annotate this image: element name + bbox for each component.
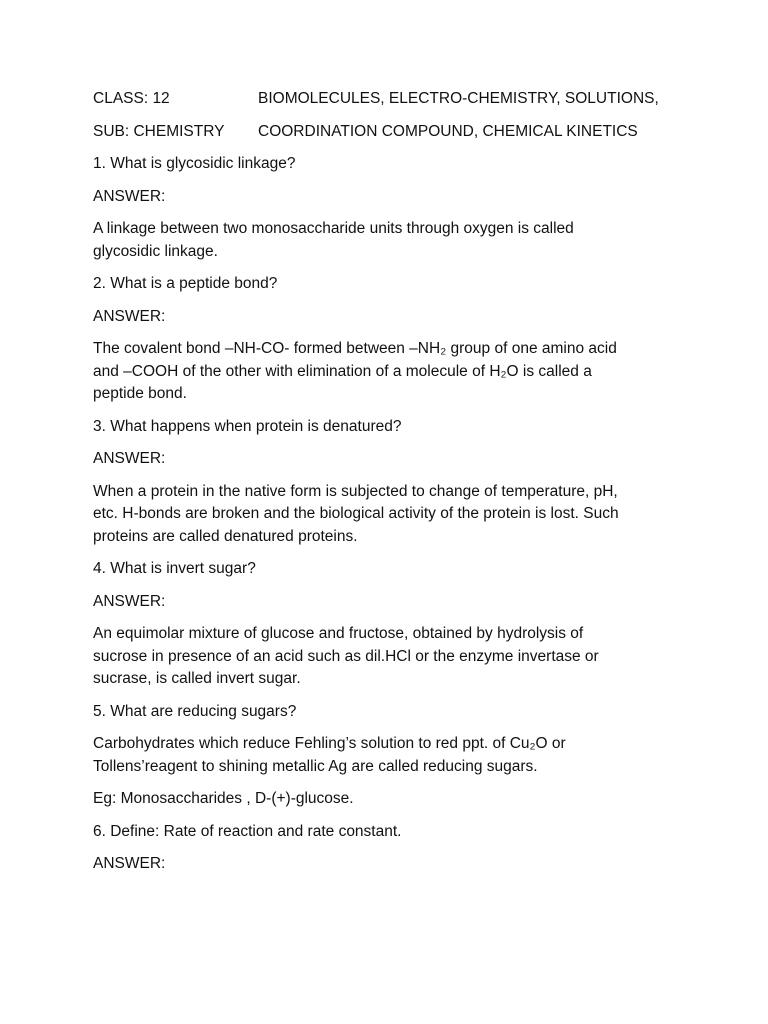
text-line: Tollens’reagent to shining metallic Ag are called reducing sugars. bbox=[93, 757, 538, 775]
text-line: and –COOH of the other with elimination of a molecule of H₂O is called a bbox=[93, 362, 592, 380]
text-line: glycosidic linkage. bbox=[93, 242, 218, 260]
text-line: 2. What is a peptide bond? bbox=[93, 275, 278, 292]
answer-label-6 bbox=[93, 853, 683, 876]
text-line: A linkage between two monosaccharide units through oxygen is called bbox=[93, 220, 574, 237]
subject-label: SUB: CHEMISTRY bbox=[93, 122, 225, 140]
text-line: ANSWER: bbox=[93, 450, 166, 467]
question-4 bbox=[93, 558, 683, 581]
text-line: 3. What happens when protein is denatured? bbox=[93, 417, 402, 435]
text-line: ANSWER: bbox=[93, 307, 166, 325]
text-line: Eg: Monosaccharides , D-(+)-glucose. bbox=[93, 790, 354, 807]
text-line: The covalent bond –NH-CO- formed between –NH₂ group of one amino acid bbox=[93, 340, 617, 357]
class-label: CLASS: 12 bbox=[93, 90, 170, 107]
question-6 bbox=[93, 821, 683, 844]
answer-1 bbox=[93, 218, 683, 263]
text-line: 4. What is invert sugar? bbox=[93, 560, 256, 577]
question-2 bbox=[93, 273, 683, 296]
text-line: 5. What are reducing sugars? bbox=[93, 702, 297, 720]
answer-5 bbox=[93, 733, 683, 778]
answer-2 bbox=[93, 338, 683, 406]
text-line: An equimolar mixture of glucose and fructose, obtained by hydrolysis of bbox=[93, 625, 584, 642]
text-line: ANSWER: bbox=[93, 855, 166, 872]
text-line: sucrase, is called invert sugar. bbox=[93, 670, 301, 687]
answer-4 bbox=[93, 623, 683, 691]
topics-line-1: BIOMOLECULES, ELECTRO-CHEMISTRY, SOLUTIONS, bbox=[258, 90, 659, 107]
answer-label-3 bbox=[93, 448, 683, 471]
answer-label-4 bbox=[93, 591, 683, 614]
answer-label-1 bbox=[93, 186, 683, 209]
example-5 bbox=[93, 788, 683, 811]
text-line: peptide bond. bbox=[93, 385, 187, 402]
text-line: Carbohydrates which reduce Fehling’s solution to red ppt. of Cu₂O or bbox=[93, 735, 566, 752]
text-line: sucrose in presence of an acid such as dil.HCl or the enzyme invertase or bbox=[93, 647, 599, 665]
question-5 bbox=[93, 701, 683, 724]
topics-line-2: COORDINATION COMPOUND, CHEMICAL KINETICS bbox=[258, 122, 638, 140]
answer-label-2 bbox=[93, 306, 683, 329]
qa-content bbox=[93, 153, 683, 876]
header-row-1 bbox=[93, 88, 683, 111]
text-line: ANSWER: bbox=[93, 592, 166, 610]
document-page bbox=[93, 88, 683, 886]
text-line: 6. Define: Rate of reaction and rate constant. bbox=[93, 822, 402, 840]
text-line: ANSWER: bbox=[93, 187, 166, 205]
text-line: proteins are called denatured proteins. bbox=[93, 527, 358, 545]
text-line: etc. H-bonds are broken and the biological activity of the protein is lost. Such bbox=[93, 505, 619, 522]
text-line: 1. What is glycosidic linkage? bbox=[93, 155, 296, 172]
question-1 bbox=[93, 153, 683, 176]
header-row-2 bbox=[93, 121, 683, 144]
text-line: When a protein in the native form is subjected to change of temperature, pH, bbox=[93, 482, 618, 500]
answer-3 bbox=[93, 481, 683, 549]
question-3 bbox=[93, 416, 683, 439]
